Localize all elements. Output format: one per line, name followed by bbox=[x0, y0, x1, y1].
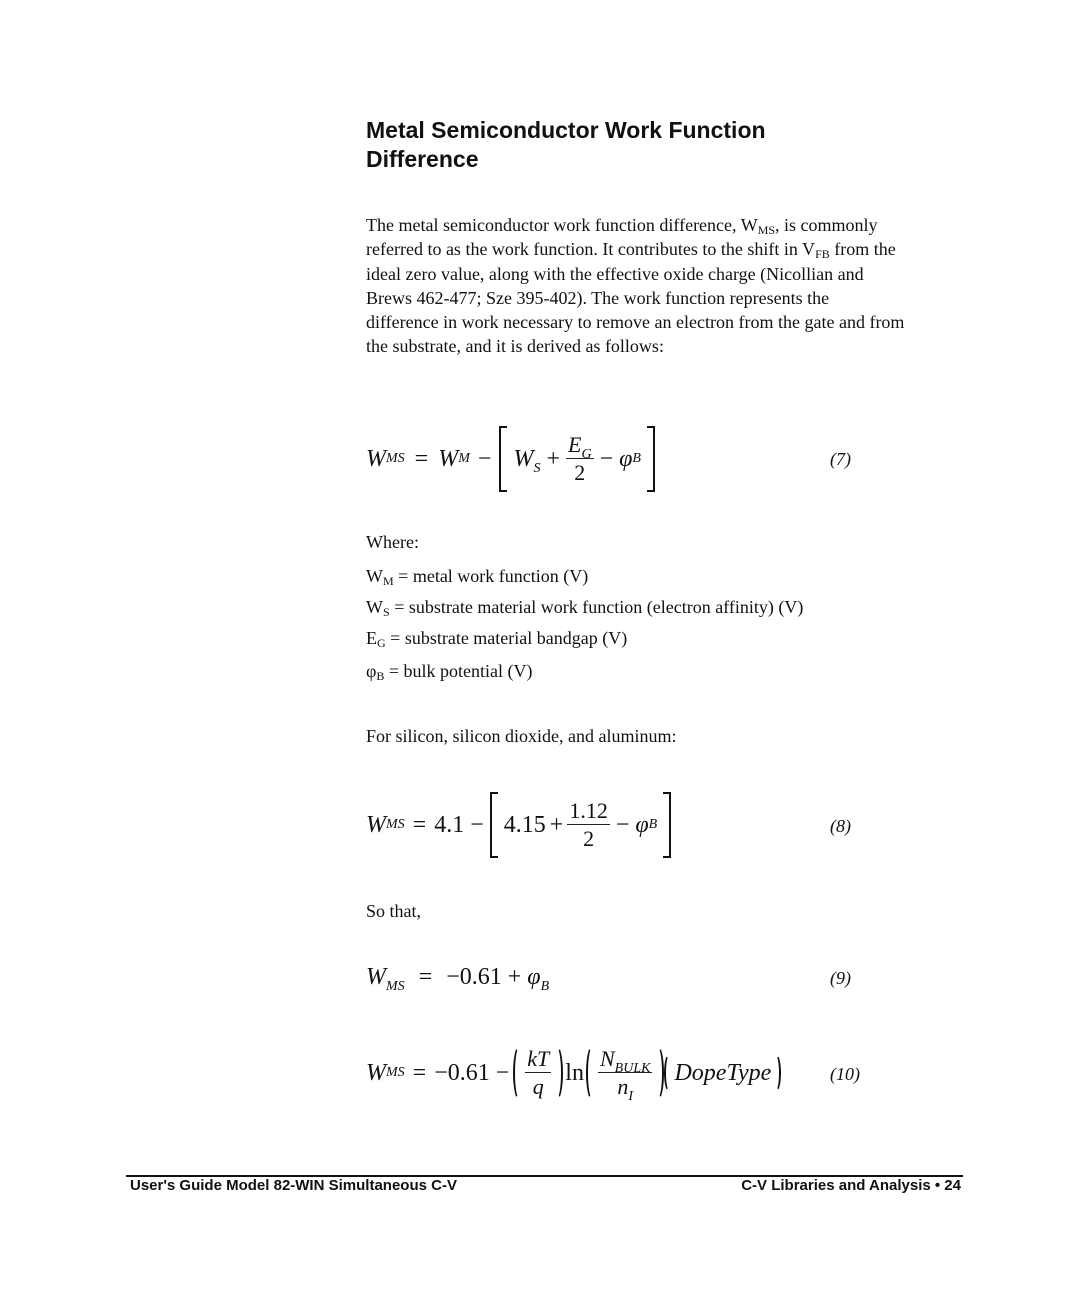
def-wm-sub: M bbox=[383, 574, 394, 588]
eq7-number: (7) bbox=[830, 449, 851, 469]
eq8-equals: = bbox=[412, 811, 427, 838]
eq7-left-bracket bbox=[499, 426, 507, 492]
def-wm-text: = metal work function (V) bbox=[393, 566, 589, 586]
eq10-den2-sub: I bbox=[628, 1089, 634, 1104]
definition-wm bbox=[366, 566, 588, 587]
eq8-lhs: W bbox=[366, 811, 386, 838]
eq10-num1: kT bbox=[527, 1046, 550, 1071]
def-eg-text: = substrate material bandgap (V) bbox=[385, 628, 628, 648]
definition-eg bbox=[366, 628, 627, 649]
eq10-left-paren-2 bbox=[586, 1046, 598, 1100]
eq10-rhs: −0.61 − bbox=[434, 1059, 510, 1086]
para-part2: , is commonly referred to as the work function. It contributes to the shift in V bbox=[366, 215, 878, 260]
para-part3: from the ideal zero value, along with the effective oxide charge (Nicollian and Brews 462-477; Sze 395-402). The work function represents the difference in work necessary to remove an electron from the gate and from the substrate, and it is derived as follows: bbox=[366, 239, 905, 357]
eq7-ws-sub: S bbox=[533, 460, 541, 476]
eq10-ln: ln bbox=[565, 1059, 584, 1086]
section-title-line1: Metal Semiconductor Work Function bbox=[366, 117, 766, 143]
eq8-number: (8) bbox=[830, 816, 851, 836]
def-ws-sym: W bbox=[366, 597, 383, 617]
eq9-lhs-sub: MS bbox=[386, 979, 405, 994]
eq10-number: (10) bbox=[830, 1064, 860, 1084]
eq10-equals: = bbox=[412, 1059, 427, 1086]
silicon-label: For silicon, silicon dioxide, and aluminum: bbox=[366, 726, 677, 746]
eq10-num2-sub: BULK bbox=[614, 1061, 651, 1076]
def-ws-sub: S bbox=[383, 605, 390, 619]
eq7-plus: + bbox=[546, 445, 560, 472]
footer-right: C-V Libraries and Analysis • 24 bbox=[741, 1177, 961, 1194]
eq7-minus2: − bbox=[599, 445, 614, 472]
footer-left: User's Guide Model 82-WIN Simultaneous C-V bbox=[130, 1177, 457, 1194]
where-label: Where: bbox=[366, 532, 419, 552]
eq7-wm: W bbox=[438, 445, 459, 472]
equation-7: W MS = W M − $W_S$ + $\frac{E_G}{2}$ − φ B bbox=[366, 428, 655, 490]
section-title bbox=[366, 116, 926, 174]
eq9-number: (9) bbox=[830, 968, 851, 988]
eq7-den: 2 bbox=[574, 460, 586, 485]
eq10-right-paren-2 bbox=[652, 1046, 664, 1100]
eq8-phi: φ bbox=[635, 811, 649, 838]
eq7-phi: φ bbox=[619, 445, 633, 472]
equation-9 bbox=[366, 964, 550, 994]
eq7-num-sub: G bbox=[581, 447, 592, 462]
equation-8: W MS = 4.1 − 4.15 + $\frac{1.12}{2}$ − φ B bbox=[366, 794, 671, 856]
definition-phib bbox=[366, 661, 533, 682]
eq10-left-paren-1 bbox=[513, 1046, 525, 1100]
eq9-rhs: −0.61 + bbox=[446, 964, 522, 990]
eq10-fraction-1 bbox=[525, 1048, 551, 1098]
eq10-den2: n bbox=[617, 1074, 629, 1099]
eq10-lhs: W bbox=[366, 1059, 386, 1086]
intro-paragraph bbox=[366, 213, 906, 359]
para-sub2: FB bbox=[815, 247, 830, 262]
equation-10: W MS = −0.61 − $\frac{kT}{q}$ ln $\frac{N_{BULK}}{n_I}$ DopeType bbox=[366, 1042, 781, 1104]
eq7-right-bracket bbox=[647, 426, 655, 492]
para-sub1: MS bbox=[757, 223, 776, 237]
eq9-phi-sub: B bbox=[540, 979, 550, 994]
eq8-b: 4.15 bbox=[503, 811, 546, 838]
def-wm-sym: W bbox=[366, 566, 383, 586]
eq7-num: E bbox=[567, 432, 582, 457]
eq7-lhs: W bbox=[366, 445, 386, 472]
eq10-right-paren-3 bbox=[771, 1054, 781, 1092]
def-eg-sym: E bbox=[366, 628, 377, 648]
eq7-equals: = bbox=[414, 445, 429, 472]
eq7-fraction bbox=[566, 434, 594, 484]
def-phib-text: = bulk potential (V) bbox=[384, 661, 533, 681]
eq9-lhs: W bbox=[366, 964, 386, 990]
definition-ws bbox=[366, 597, 803, 618]
eq10-left-paren-3 bbox=[664, 1054, 674, 1092]
eq10-fraction-2 bbox=[598, 1046, 652, 1104]
eq8-left-bracket bbox=[490, 792, 498, 858]
eq8-den: 2 bbox=[583, 826, 595, 851]
para-part1: The metal semiconductor work function difference, W bbox=[366, 215, 758, 235]
def-phib-sym: φ bbox=[366, 661, 377, 681]
def-ws-text: = substrate material work function (electron affinity) (V) bbox=[389, 597, 804, 617]
eq8-minus2: − bbox=[615, 811, 630, 838]
eq8-a: 4.1 bbox=[434, 811, 465, 838]
eq7-ws: W bbox=[513, 445, 534, 472]
eq7-minus: − bbox=[477, 445, 492, 472]
eq8-minus: − bbox=[470, 811, 484, 838]
eq8-fraction bbox=[567, 800, 610, 850]
eq9-phi: φ bbox=[527, 964, 541, 990]
def-phib-sub: B bbox=[376, 669, 385, 683]
eq10-right-paren-1 bbox=[551, 1046, 563, 1100]
eq9-equals: = bbox=[418, 964, 433, 990]
eq8-plus: + bbox=[549, 811, 564, 838]
eq10-den1: q bbox=[532, 1074, 544, 1099]
so-that-label: So that, bbox=[366, 901, 422, 921]
eq8-num: 1.12 bbox=[569, 798, 608, 823]
eq10-num2: N bbox=[599, 1046, 615, 1071]
eq10-dopetype: DopeType bbox=[674, 1059, 772, 1086]
section-title-line2: Difference bbox=[366, 146, 479, 172]
eq8-right-bracket bbox=[663, 792, 671, 858]
def-eg-sub: G bbox=[377, 636, 386, 650]
